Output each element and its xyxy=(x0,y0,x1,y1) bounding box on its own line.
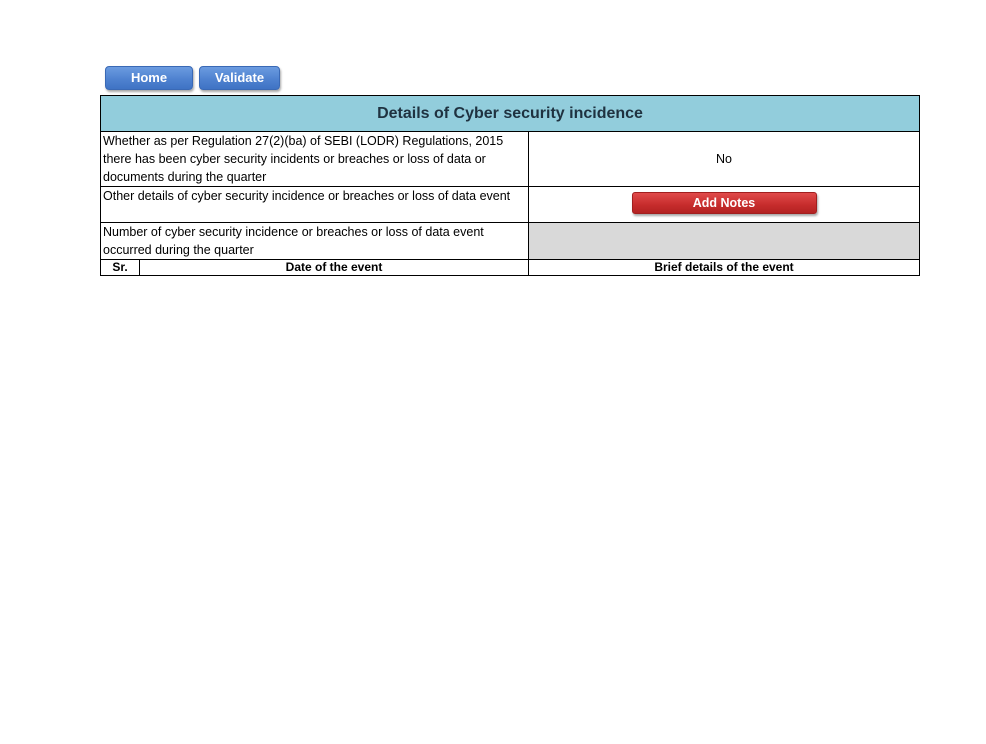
other-details-question: Other details of cyber security incidence or breaches or loss of data event xyxy=(101,187,529,223)
cyber-security-table xyxy=(100,95,920,276)
home-button[interactable]: Home xyxy=(105,66,193,90)
section-title: Details of Cyber security incidence xyxy=(101,96,920,132)
add-notes-cell xyxy=(529,187,920,223)
incident-count-cell[interactable] xyxy=(529,223,920,260)
column-header-date: Date of the event xyxy=(140,260,529,276)
column-header-sr: Sr. xyxy=(101,260,140,276)
cyber-security-sheet xyxy=(100,95,919,276)
regulation-question: Whether as per Regulation 27(2)(ba) of SEBI (LODR) Regulations, 2015 there has been cyber security incidents or breaches or loss of data or documents during the quarter xyxy=(101,132,529,187)
incident-answer-cell[interactable]: No xyxy=(529,132,920,187)
column-header-details: Brief details of the event xyxy=(529,260,920,276)
validate-button[interactable]: Validate xyxy=(199,66,280,90)
add-notes-button[interactable]: Add Notes xyxy=(632,192,817,214)
incident-count-question: Number of cyber security incidence or breaches or loss of data event occurred during the quarter xyxy=(101,223,529,260)
